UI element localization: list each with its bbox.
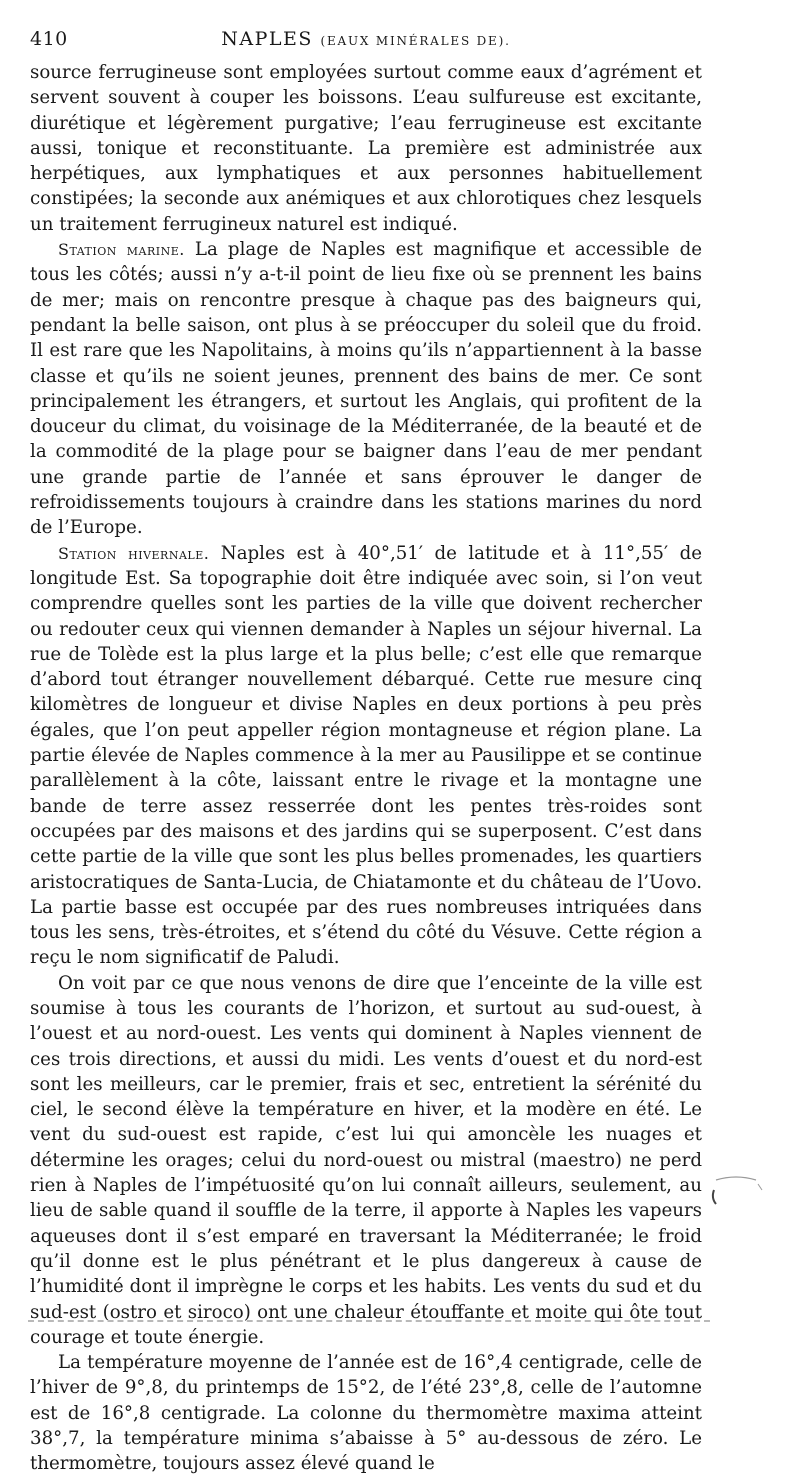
bottom-print-rule [28, 1320, 710, 1322]
section-heading-station-marine: Station marine. [58, 240, 185, 260]
running-title [30, 28, 702, 50]
page-header [30, 24, 702, 54]
paragraph-text: Naples est à 40°,51′ de latitude et à 11°,55′ de longitude Est. Sa topographie doit être indiquée avec soin, si l’on veut comprendre quelles sont les parties de la ville que doivent rechercher ou redouter ceux qui viennen demander à Naples un séjour hivernal. La rue de Tolède est la plus large et la plus belle; c’est elle que remarque d’abord tout étranger nouvellement débarqué. Cette rue mesure cinq kilomètres de longueur et divise Naples en deux portions à peu près égales, que l’on peut appeller région montagneuse et région plane. La partie élevée de Naples commence à la mer au Pausilippe et se continue parallèlement à la côte, laissant entre le rivage et la montagne une bande de terre assez resserrée dont les pentes très-roides sont occupées par des maisons et des jardins qui se superposent. C’est dans cette partie de la ville que sont les plus belles promenades, les quartiers aristocratiques de Santa-Lucia, de Chiatamonte et du château de l’Uovo. La partie basse est occupée par des rues nombreuses intriquées dans tous les sens, très-étroites, et s’étend du côté du Vésuve. Cette région a reçu le nom significatif de Paludi. [30, 542, 703, 969]
paragraph-continuation: source ferrugineuse sont employées surtout comme eaux d’agrément et servent souvent à couper les boissons. L’eau sulfureuse est excitante, diurétique et légèrement purgative; l’eau ferrugineuse est excitante aussi, tonique et reconstituante. La première est administrée aux herpétiques, aux lymphatiques et aux personnes habituellement constipées; la seconde aux anémiques et aux chlorotiques chez lesquels un traitement ferrugineux naturel est indiqué. [30, 62, 702, 235]
paragraph-text: La plage de Naples est magnifique et accessible de tous les côtés; aussi n’y a-t-il point de lieu fixe où se prennent les bains de mer; mais on rencontre presque à chaque pas des baigneurs qui, pendant la belle saison, ont plus à se préoccuper du soleil que du froid. Il est rare que les Napolitains, à moins qu’ils n’appartiennent à la basse classe et qu’ils ne soient jeunes, prennent des bains de mer. Ce sont principalement les étrangers, et surtout les Anglais, qui profitent de la douceur du climat, du voisinage de la Méditerranée, de la beauté et de la commodité de la plage pour se baigner dans l’eau de mer pendant une grande partie de l’année et sans éprouver le danger de refroidissements toujours à craindre dans les stations marines du nord de l’Europe. [30, 239, 702, 539]
paragraph-temperature: La température moyenne de l’année est de 16°,4 centigrade, celle de l’hiver de 9°,8, du printemps de 15°2, de l’été 23°,8, celle de l’automne est de 16°,8 centigrade. La colonne du thermomètre maxima atteint 38°,7, la température minima s’abaisse à 5° au-dessous de zéro. Le thermomètre, toujours assez élevé quand le [30, 1352, 702, 1475]
running-title-main: NAPLES [221, 28, 313, 50]
running-title-subtitle: (EAUX MINÉRALES DE). [320, 34, 511, 48]
section-heading-station-hivernale: Station hivernale. [58, 543, 210, 563]
paragraph-station-marine [30, 237, 702, 541]
page-number: 410 [30, 28, 68, 50]
paragraph-station-hivernale [30, 541, 702, 971]
margin-pencil-mark [706, 1170, 766, 1210]
book-page [30, 24, 702, 1477]
paragraph-winds: On voit par ce que nous venons de dire que l’enceinte de la ville est soumise à tous les courants de l’horizon, et surtout au sud-ouest, à l’ouest et au nord-ouest. Les vents qui dominent à Naples viennent de ces trois directions, et aussi du midi. Les vents d’ouest et du nord-est sont les meilleurs, car le premier, frais et sec, entretient la sérénité du ciel, le second élève la température en hiver, et la modère en été. Le vent du sud-ouest est rapide, c’est lui qui amoncèle les nuages et détermine les orages; celui du nord-ouest ou mistral (maestro) ne perd rien à Naples de l’impétuosité qu’on lui connaît ailleurs, seulement, au lieu de sable quand il souffle de la terre, il apporte à Naples les vapeurs aqueuses dont il s’est emparé en traversant la Méditerranée; le froid qu’il donne est le plus pénétrant et le plus dangereux à cause de l’humidité dont il imprègne le corps et les habits. Les vents du sud et du sud-est (ostro et siroco) ont une chaleur étouffante et moite qui ôte tout courage et toute énergie. [30, 972, 702, 1348]
body-text [30, 60, 702, 1477]
